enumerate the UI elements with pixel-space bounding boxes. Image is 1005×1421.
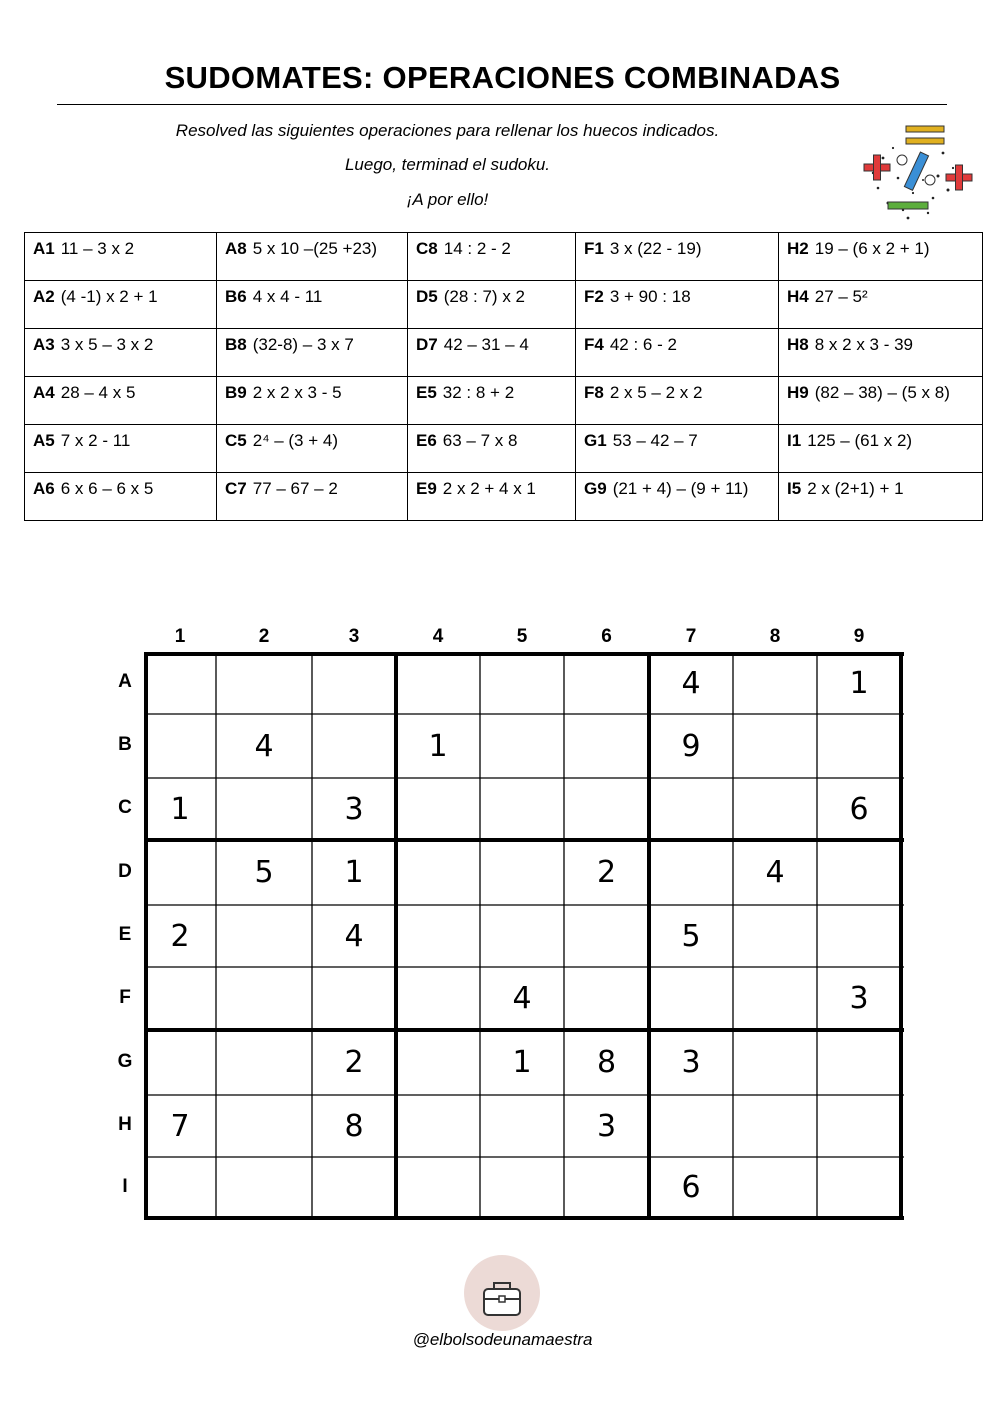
- operation-code: F1: [584, 239, 604, 258]
- sudoku-cell[interactable]: [649, 840, 733, 905]
- sudoku-cell[interactable]: [733, 967, 817, 1030]
- sudoku-cell[interactable]: [396, 1157, 480, 1218]
- operation-code: H4: [787, 287, 809, 306]
- column-number: 4: [432, 626, 444, 647]
- sudoku-cell[interactable]: [144, 1157, 216, 1218]
- sudoku-cell[interactable]: [564, 967, 649, 1030]
- row-letter: D: [118, 860, 132, 882]
- sudoku-cell[interactable]: [649, 778, 733, 840]
- sudoku-cell: 1: [344, 855, 364, 890]
- operation-code: A5: [33, 431, 55, 450]
- operation-code: C5: [225, 431, 247, 450]
- operation-expression: 32 : 8 + 2: [442, 383, 515, 402]
- operation-code: H9: [787, 383, 809, 402]
- instruction-line-3: ¡A por ello!: [406, 190, 489, 209]
- sudoku-cell[interactable]: [480, 778, 564, 840]
- column-number: 2: [258, 626, 270, 647]
- sudoku-cell[interactable]: [733, 1030, 817, 1095]
- operation-cell: [576, 281, 779, 329]
- operation-cell: [576, 377, 779, 425]
- row-letter: F: [119, 986, 131, 1008]
- operation-code: A6: [33, 479, 55, 498]
- operation-cell: [408, 425, 576, 473]
- math-operations-icon: [858, 118, 978, 228]
- operation-expression: 2 x 5 – 2 x 2: [609, 383, 703, 402]
- sudoku-cell[interactable]: [216, 967, 312, 1030]
- sudoku-cell: 8: [344, 1108, 364, 1144]
- sudoku-cell[interactable]: [733, 1095, 817, 1157]
- column-number: 6: [601, 626, 612, 647]
- operation-cell: [217, 473, 408, 521]
- operation-expression: 42 – 31 – 4: [443, 335, 529, 354]
- operation-code: B8: [225, 335, 247, 354]
- operation-expression: 3 x 5 – 3 x 2: [60, 335, 154, 354]
- operation-cell: [25, 281, 217, 329]
- sudoku-cell: 4: [765, 855, 785, 890]
- sudoku-cell[interactable]: [396, 652, 480, 714]
- column-number: 8: [769, 626, 781, 647]
- operation-cell: [779, 281, 983, 329]
- operation-cell: [576, 473, 779, 521]
- operation-code: C7: [225, 479, 247, 498]
- operation-expression: 11 – 3 x 2: [60, 239, 135, 258]
- row-letter: C: [118, 797, 132, 818]
- operation-code: E9: [416, 479, 437, 498]
- column-number: 1: [174, 626, 186, 647]
- operation-cell: [576, 425, 779, 473]
- sudoku-cell: 3: [681, 1045, 701, 1080]
- operation-code: C8: [416, 239, 438, 258]
- operation-expression: 2 x 2 x 3 - 5: [252, 383, 342, 402]
- sudoku-cell: 5: [681, 918, 701, 954]
- operation-cell: [408, 377, 576, 425]
- sudoku-cell[interactable]: [396, 840, 480, 905]
- operation-code: E6: [416, 431, 437, 450]
- sudoku-cell[interactable]: [733, 905, 817, 967]
- sudoku-cell: 5: [254, 855, 274, 890]
- operation-expression: 27 – 5²: [814, 287, 868, 306]
- sudoku-cell[interactable]: [564, 778, 649, 840]
- operation-cell: [408, 329, 576, 377]
- sudoku-cell: 4: [344, 918, 364, 954]
- sudoku-cell[interactable]: [144, 652, 216, 714]
- sudoku-cell: 2: [596, 855, 617, 890]
- operation-code: F8: [584, 383, 604, 402]
- sudoku-cell[interactable]: [396, 778, 480, 840]
- operation-cell: [25, 377, 217, 425]
- operation-expression: (4 -1) x 2 + 1: [60, 287, 158, 306]
- sudoku-cell[interactable]: [733, 1157, 817, 1218]
- operation-expression: 42 : 6 - 2: [609, 335, 677, 354]
- sudoku-cell: 2: [344, 1045, 364, 1080]
- operation-code: B9: [225, 383, 247, 402]
- sudoku-cell[interactable]: [817, 1030, 901, 1095]
- sudoku-cell[interactable]: [564, 905, 649, 967]
- sudoku-cell[interactable]: [564, 714, 649, 778]
- sudoku-cell[interactable]: [480, 1157, 564, 1218]
- operation-expression: 2 x 2 + 4 x 1: [442, 479, 536, 498]
- operations-row: [25, 233, 983, 281]
- sudoku-cell: 1: [849, 665, 869, 701]
- instruction-line-2: Luego, terminad el sudoku.: [344, 155, 551, 174]
- sudoku-cell: 4: [254, 728, 274, 764]
- sudoku-cell[interactable]: [733, 714, 817, 778]
- operation-code: H8: [787, 335, 809, 354]
- operation-code: A2: [33, 287, 55, 306]
- operation-expression: 7 x 2 - 11: [60, 431, 131, 450]
- operation-expression: 53 – 42 – 7: [612, 431, 698, 450]
- sudoku-cell[interactable]: [564, 652, 649, 714]
- operation-cell: [408, 473, 576, 521]
- operation-cell: [408, 233, 576, 281]
- sudoku-cell[interactable]: [649, 1095, 733, 1157]
- sudoku-cell: 9: [681, 728, 701, 764]
- operation-expression: 3 x (22 - 19): [609, 239, 702, 258]
- sudoku-cell[interactable]: [733, 652, 817, 714]
- operations-table: [24, 232, 983, 521]
- sudoku-cell[interactable]: [216, 905, 312, 967]
- operation-cell: [217, 281, 408, 329]
- sudoku-cell[interactable]: [817, 1157, 901, 1218]
- sudoku-grid: [144, 652, 904, 1220]
- sudoku-cell[interactable]: [480, 905, 564, 967]
- operation-cell: [779, 377, 983, 425]
- operation-expression: 6 x 6 – 6 x 5: [60, 479, 154, 498]
- sudoku-cell[interactable]: [144, 714, 216, 778]
- sudoku-cell: 1: [512, 1045, 532, 1080]
- sudoku-cell[interactable]: [817, 840, 901, 905]
- sudoku-cell[interactable]: [817, 1095, 901, 1157]
- operation-cell: [25, 329, 217, 377]
- operation-cell: [576, 233, 779, 281]
- operation-expression: 125 – (61 x 2): [807, 431, 913, 450]
- operation-cell: [779, 329, 983, 377]
- sudoku-cell[interactable]: [216, 1095, 312, 1157]
- operation-expression: 77 – 67 – 2: [252, 479, 338, 498]
- row-letter: G: [117, 1050, 133, 1072]
- operation-expression: 14 : 2 - 2: [443, 239, 511, 258]
- row-letter: A: [118, 671, 132, 692]
- sudoku-cell[interactable]: [733, 778, 817, 840]
- operation-code: G9: [584, 479, 607, 498]
- sudoku-cell[interactable]: [216, 652, 312, 714]
- sudoku-cell[interactable]: [216, 1030, 312, 1095]
- operation-expression: 28 – 4 x 5: [60, 383, 136, 402]
- sudoku-cell[interactable]: [649, 967, 733, 1030]
- sudoku-cell[interactable]: [817, 905, 901, 967]
- operation-expression: 19 – (6 x 2 + 1): [814, 239, 930, 258]
- brand-handle: @elbolsodeunamaestra: [412, 1330, 593, 1349]
- sudoku-cell: 4: [681, 665, 701, 701]
- operation-cell: [25, 233, 217, 281]
- operation-expression: 4 x 4 - 11: [252, 287, 323, 306]
- title-divider: [57, 104, 947, 105]
- operation-cell: [25, 425, 217, 473]
- sudoku-cell: 1: [170, 791, 190, 827]
- sudoku-cell: 3: [344, 791, 364, 827]
- row-letter: B: [118, 734, 132, 755]
- page-title: SUDOMATES: OPERACIONES COMBINADAS: [164, 60, 841, 95]
- operation-cell: [217, 329, 408, 377]
- operation-cell: [217, 233, 408, 281]
- sudoku-cell[interactable]: [144, 967, 216, 1030]
- sudoku-cell[interactable]: [216, 1157, 312, 1218]
- sudoku-cell: 2: [170, 918, 190, 954]
- operation-expression: (32-8) – 3 x 7: [252, 335, 354, 354]
- operations-row: [25, 473, 983, 521]
- operation-expression: 63 – 7 x 8: [442, 431, 518, 450]
- sudoku-cell[interactable]: [480, 1095, 564, 1157]
- operation-code: F4: [584, 335, 604, 354]
- operation-code: H2: [787, 239, 809, 258]
- operation-cell: [779, 233, 983, 281]
- operation-code: I1: [787, 431, 802, 450]
- column-number: 5: [516, 626, 528, 647]
- operations-row: [25, 281, 983, 329]
- sudoku-cell[interactable]: [144, 840, 216, 905]
- operations-row: [25, 425, 983, 473]
- operation-cell: [779, 473, 983, 521]
- operation-code: F2: [584, 287, 604, 306]
- sudoku-cell[interactable]: [312, 714, 396, 778]
- sudoku-cell[interactable]: [144, 1030, 216, 1095]
- sudoku-cell[interactable]: [312, 967, 396, 1030]
- sudoku-cell: 6: [849, 791, 869, 827]
- brand-logo: [462, 1253, 542, 1333]
- sudoku-cell[interactable]: [480, 840, 564, 905]
- sudoku-cell[interactable]: [312, 1157, 396, 1218]
- sudoku-cell: 4: [512, 981, 532, 1016]
- operation-code: A8: [225, 239, 247, 258]
- sudoku-cell: 1: [428, 728, 448, 764]
- operations-row: [25, 329, 983, 377]
- operation-code: A4: [33, 383, 55, 402]
- sudoku-cell[interactable]: [480, 652, 564, 714]
- sudoku-cell: 3: [849, 981, 869, 1016]
- operation-expression: 5 x 10 –(25 +23): [252, 239, 378, 258]
- sudoku-cell[interactable]: [396, 905, 480, 967]
- operation-expression: (21 + 4) – (9 + 11): [612, 479, 749, 498]
- column-number: 9: [853, 626, 865, 647]
- sudoku-cell[interactable]: [817, 714, 901, 778]
- operation-cell: [779, 425, 983, 473]
- operation-code: G1: [584, 431, 607, 450]
- operation-cell: [25, 473, 217, 521]
- operation-expression: 2⁴ – (3 + 4): [252, 431, 338, 450]
- operation-cell: [217, 425, 408, 473]
- operation-code: B6: [225, 287, 247, 306]
- operation-cell: [576, 329, 779, 377]
- sudoku-cell: 3: [596, 1108, 617, 1144]
- operation-code: E5: [416, 383, 437, 402]
- operation-code: D7: [416, 335, 438, 354]
- operation-code: A1: [33, 239, 55, 258]
- sudoku-cell[interactable]: [564, 1157, 649, 1218]
- instruction-line-1: Resolved las siguientes operaciones para rellenar los huecos indicados.: [175, 121, 720, 140]
- sudoku-cell[interactable]: [396, 1095, 480, 1157]
- operation-expression: (82 – 38) – (5 x 8): [814, 383, 950, 402]
- sudoku-cell[interactable]: [396, 967, 480, 1030]
- sudoku-cell[interactable]: [480, 714, 564, 778]
- operation-code: I5: [787, 479, 802, 498]
- sudoku-cell: 7: [170, 1108, 190, 1144]
- operation-expression: 3 + 90 : 18: [609, 287, 691, 306]
- column-number: 3: [348, 626, 360, 647]
- operation-cell: [217, 377, 408, 425]
- sudoku-cell: 6: [681, 1170, 701, 1205]
- operation-expression: 8 x 2 x 3 - 39: [814, 335, 914, 354]
- sudoku-cell[interactable]: [216, 778, 312, 840]
- operation-code: A3: [33, 335, 55, 354]
- sudoku-cell: 8: [596, 1045, 617, 1080]
- column-number: 7: [685, 626, 697, 647]
- sudoku-cell[interactable]: [312, 652, 396, 714]
- operation-expression: (28 : 7) x 2: [443, 287, 525, 306]
- sudoku-cell[interactable]: [396, 1030, 480, 1095]
- operation-cell: [408, 281, 576, 329]
- row-letter: H: [118, 1114, 132, 1135]
- operation-expression: 2 x (2+1) + 1: [807, 479, 904, 498]
- operation-code: D5: [416, 287, 438, 306]
- row-letter: I: [122, 1175, 128, 1197]
- operations-row: [25, 377, 983, 425]
- row-letter: E: [118, 924, 132, 945]
